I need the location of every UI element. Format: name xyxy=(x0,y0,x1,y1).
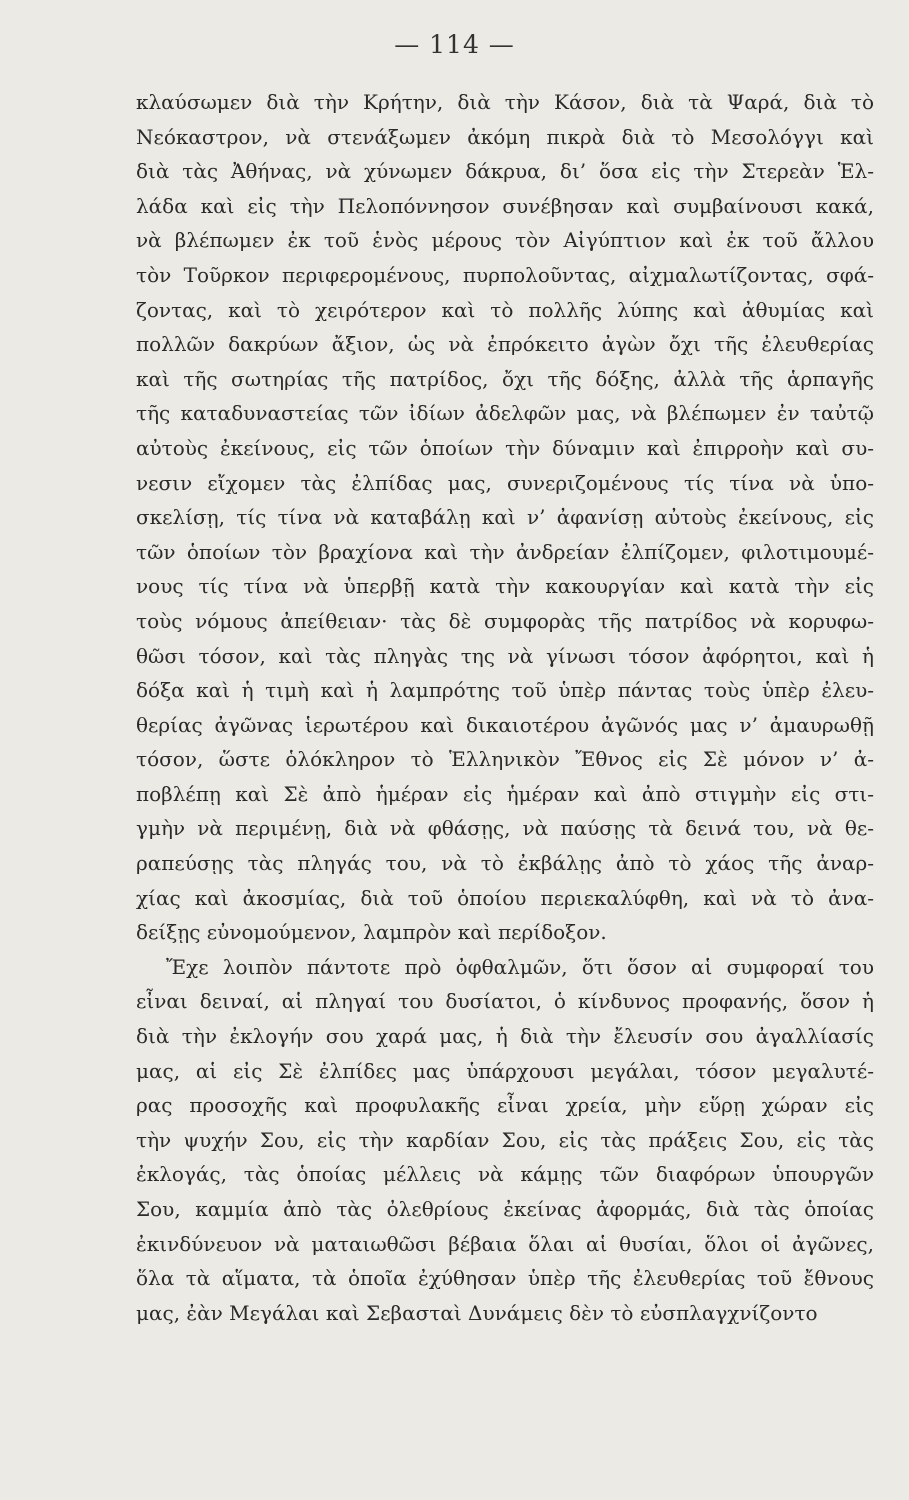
body-text xyxy=(136,85,874,1330)
text-line: θερίας ἀγῶνας ἱερωτέρου καὶ δικαιοτέρου ἀγῶνός μας ν’ ἀμαυρωθῇ xyxy=(136,712,874,737)
text-line: μας, ἐὰν Μεγάλαι καὶ Σεβασταὶ Δυνάμεις δὲν τὸ εὐσπλαγχνίζοντο xyxy=(136,1300,818,1325)
text-line: αὐτοὺς ἐκείνους, εἰς τῶν ὁποίων τὴν δύναμιν καὶ ἐπιρροὴν καὶ συ- xyxy=(136,435,874,460)
text-line: ἐκινδύνευον νὰ ματαιωθῶσι βέβαια ὅλαι αἱ θυσίαι, ὅλοι οἱ ἀγῶνες, xyxy=(136,1231,874,1256)
text-line: κλαύσωμεν διὰ τὴν Κρήτην, διὰ τὴν Κάσον, διὰ τὰ Ψαρά, διὰ τὸ xyxy=(136,90,874,114)
text-line: ἐκλογάς, τὰς ὁποίας μέλλεις νὰ κάμῃς τῶν διαφόρων ὑπουργῶν xyxy=(136,1162,874,1187)
text-line: τόσον, ὥστε ὁλόκληρον τὸ Ἑλληνικὸν Ἔθνος εἰς Σὲ μόνον ν’ ἀ- xyxy=(136,747,874,772)
text-line: ζοντας, καὶ τὸ χειρότερον καὶ τὸ πολλῆς λύπης καὶ ἀθυμίας καὶ xyxy=(136,297,874,322)
text-line: ποβλέπῃ καὶ Σὲ ἀπὸ ἡμέραν εἰς ἡμέραν καὶ ἀπὸ στιγμὴν εἰς στι- xyxy=(136,781,874,806)
text-line: ὅλα τὰ αἵματα, τὰ ὁποῖα ἐχύθησαν ὑπὲρ τῆς ἐλευθερίας τοῦ ἔθνους xyxy=(136,1266,874,1291)
text-line: θῶσι τόσον, καὶ τὰς πληγὰς της νὰ γίνωσι τόσον ἀφόρητοι, καὶ ἡ xyxy=(136,643,874,668)
text-line: νους τίς τίνα νὰ ὑπερβῇ κατὰ τὴν κακουργίαν καὶ κατὰ τὴν εἰς xyxy=(136,574,874,599)
text-line: διὰ τὰς Ἀθήνας, νὰ χύνωμεν δάκρυα, δι’ ὅσα εἰς τὴν Στερεὰν Ἑλ- xyxy=(136,159,874,184)
text-line: νὰ βλέπωμεν ἐκ τοῦ ἑνὸς μέρους τὸν Αἰγύπτιον καὶ ἐκ τοῦ ἄλλου xyxy=(136,228,874,253)
text-line: τὴν ψυχήν Σου, εἰς τὴν καρδίαν Σου, εἰς τὰς πράξεις Σου, εἰς τὰς xyxy=(136,1127,874,1152)
text-line: Ἔχε λοιπὸν πάντοτε πρὸ ὀφθαλμῶν, ὅτι ὅσον αἱ συμφοραί του xyxy=(166,954,874,979)
text-line: τὸν Τοῦρκον περιφερομένους, πυρπολοῦντας, αἰχμαλωτίζοντας, σφά- xyxy=(136,262,874,287)
text-line: τοὺς νόμους ἀπείθειαν· τὰς δὲ συμφορὰς τῆς πατρίδος νὰ κορυφω- xyxy=(136,608,874,633)
text-line: γμὴν νὰ περιμένῃ, διὰ νὰ φθάσῃς, νὰ παύσῃς τὰ δεινά του, νὰ θε- xyxy=(136,816,874,841)
text-line: Σου, καμμία ἀπὸ τὰς ὀλεθρίους ἐκείνας ἀφορμάς, διὰ τὰς ὁποίας xyxy=(136,1197,874,1221)
text-line: χίας καὶ ἀκοσμίας, διὰ τοῦ ὁποίου περιεκαλύφθη, καὶ νὰ τὸ ἀνα- xyxy=(136,885,874,910)
text-line: τῶν ὁποίων τὸν βραχίονα καὶ τὴν ἀνδρείαν ἐλπίζομεν, φιλοτιμουμέ- xyxy=(136,539,874,564)
text-line: λάδα καὶ εἰς τὴν Πελοπόννησον συνέβησαν καὶ συμβαίνουσι κακά, xyxy=(136,193,874,218)
text-line: διὰ τὴν ἐκλογήν σου χαρά μας, ἡ διὰ τὴν ἔλευσίν σου ἀγαλλίασίς xyxy=(136,1024,874,1049)
text-line: σκελίσῃ, τίς τίνα νὰ καταβάλῃ καὶ ν’ ἀφανίσῃ αὐτοὺς ἐκείνους, εἰς xyxy=(136,505,874,530)
text-line: μας, αἱ εἰς Σὲ ἐλπίδες μας ὑπάρχουσι μεγάλαι, τόσον μεγαλυτέ- xyxy=(136,1058,874,1083)
text-line: ρας προσοχῆς καὶ προφυλακῆς εἶναι χρεία, μὴν εὕρῃ χώραν εἰς xyxy=(136,1093,874,1118)
text-line: νεσιν εἴχομεν τὰς ἐλπίδας μας, συνεριζομένους τίς τίνα νὰ ὑπο- xyxy=(136,470,874,495)
text-line: δόξα καὶ ἡ τιμὴ καὶ ἡ λαμπρότης τοῦ ὑπὲρ πάντας τοὺς ὑπὲρ ἐλευ- xyxy=(136,678,874,703)
text-line: Νεόκαστρον, νὰ στενάξωμεν ἀκόμη πικρὰ διὰ τὸ Μεσολόγγι καὶ xyxy=(136,124,874,149)
text-line: εἶναι δειναί, αἱ πληγαί του δυσίατοι, ὁ κίνδυνος προφανής, ὅσον ἡ xyxy=(136,989,874,1014)
text-line: τῆς καταδυναστείας τῶν ἰδίων ἀδελφῶν μας, νὰ βλέπωμεν ἐν ταὐτῷ xyxy=(136,401,874,426)
text-line: δείξῃς εὐνομούμενον, λαμπρὸν καὶ περίδοξον. xyxy=(136,920,607,945)
text-line: ραπεύσῃς τὰς πληγάς του, νὰ τὸ ἐκβάλῃς ἀπὸ τὸ χάος τῆς ἀναρ- xyxy=(136,851,874,876)
text-line: καὶ τῆς σωτηρίας τῆς πατρίδος, ὄχι τῆς δόξης, ἀλλὰ τῆς ἁρπαγῆς xyxy=(136,366,874,391)
text-line: πολλῶν δακρύων ἄξιον, ὡς νὰ ἐπρόκειτο ἀγὼν ὄχι τῆς ἐλευθερίας xyxy=(136,332,874,357)
page-number: — 114 — xyxy=(394,30,515,59)
